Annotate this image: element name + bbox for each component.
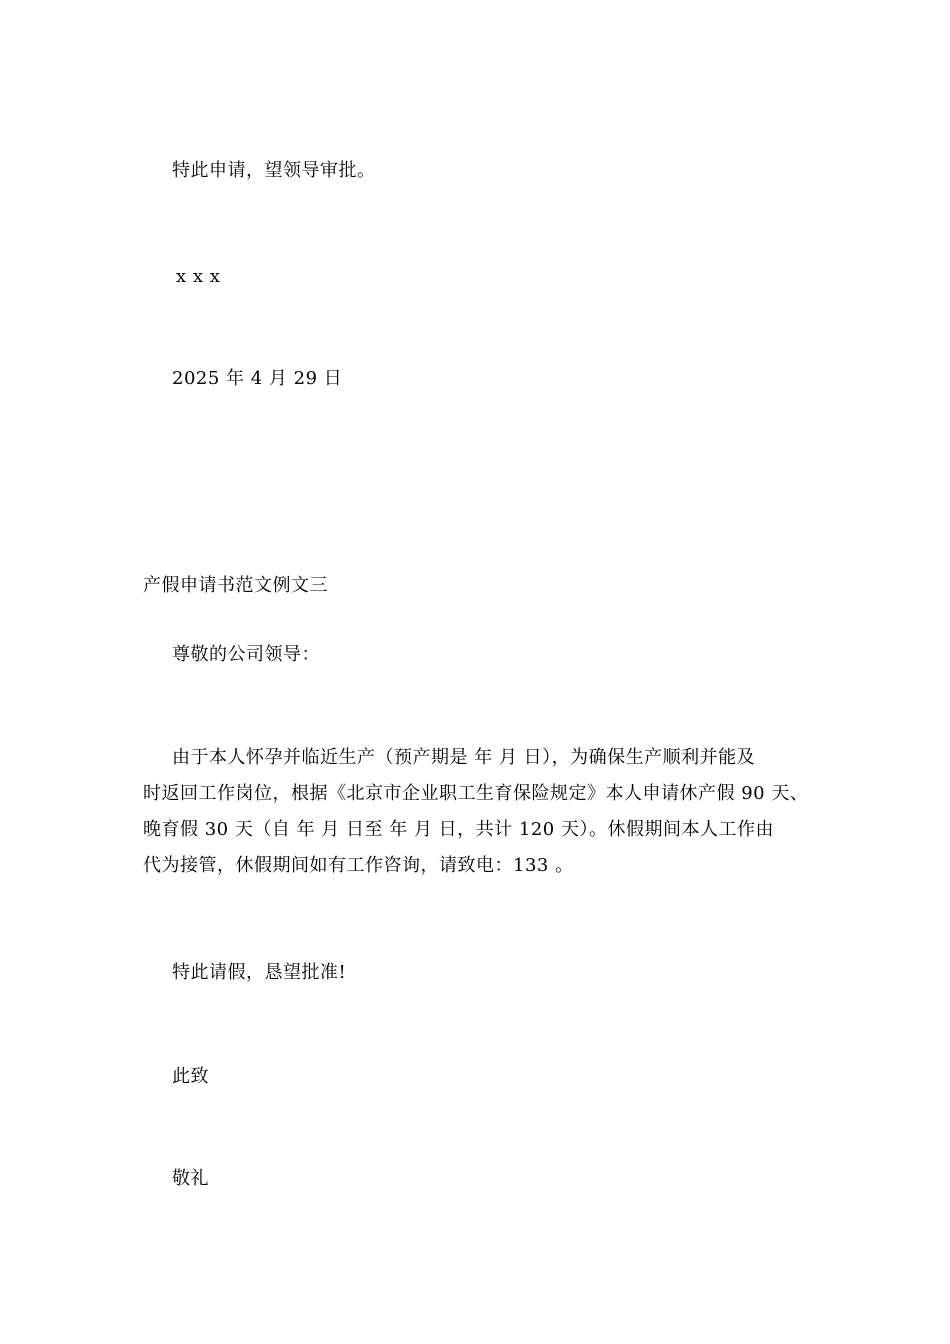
closing-to-text: 此致 (172, 1066, 209, 1087)
signature-text: x x x (176, 266, 221, 287)
body-line: 晚育假 30 天（自 年 月 日至 年 月 日，共计 120 天）。休假期间本人工作由 (143, 819, 774, 840)
leave-request-closing: 特此请假，恳望批准! (172, 962, 347, 983)
body-paragraph (143, 740, 813, 884)
date-text: 2025 年 4 月 29 日 (172, 368, 343, 389)
closing-salute-text: 敬礼 (172, 1168, 209, 1189)
body-line: 代为接管，休假期间如有工作咨询，请致电：133 。 (143, 855, 574, 876)
body-line: 时返回工作岗位，根据《北京市企业职工生育保险规定》本人申请休产假 90 天、 (143, 783, 809, 804)
section-heading: 产假申请书范文例文三 (143, 575, 328, 596)
body-line: 由于本人怀孕并临近生产（预产期是 年 月 日），为确保生产顺利并能及 (172, 747, 756, 768)
closing-request-text: 特此申请，望领导审批。 (172, 160, 376, 181)
salutation-text: 尊敬的公司领导： (172, 644, 320, 665)
